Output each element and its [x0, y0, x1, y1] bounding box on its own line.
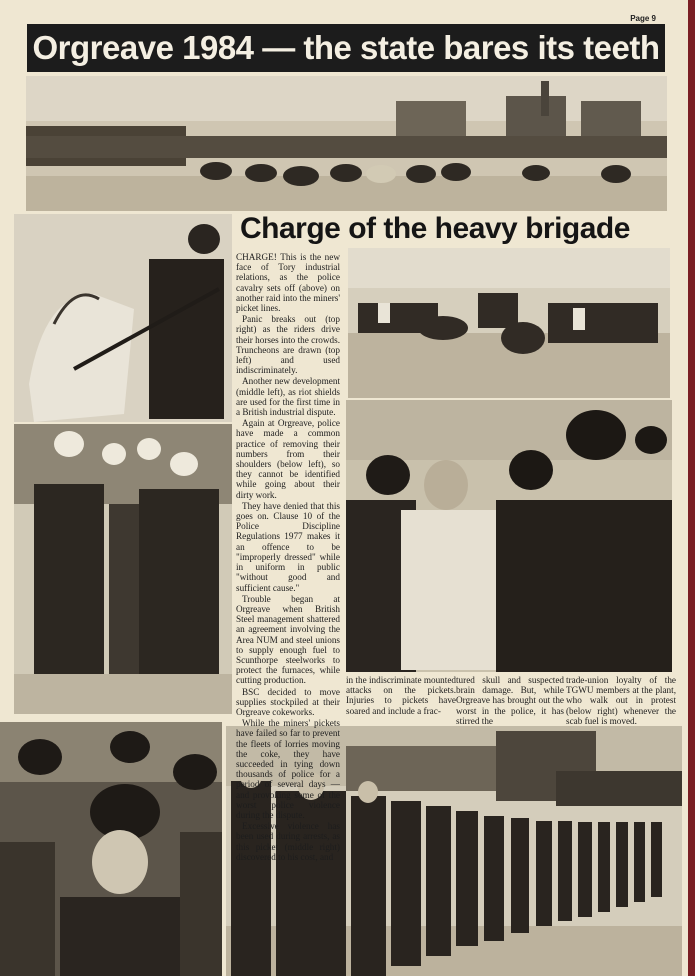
article-column-4: trade-union loyalty of the TGWU members at the plant, who walk out in protest (below right) whenever the scab fuel is moved. — [566, 675, 676, 726]
mounted-officer-photo — [14, 214, 232, 422]
paragraph: Excessive violence has been used during arrests, as this picket (middle right) discovered to his cost, and — [236, 821, 340, 862]
paragraph: Another new development (middle left), as riot shields are used for the first time in a British industrial dispute. — [236, 376, 340, 418]
page-banner-title: Orgreave 1984 — the state bares its teeth — [27, 24, 665, 72]
page-number: Page 9 — [630, 14, 656, 23]
crowd-scatter-photo — [348, 248, 670, 398]
cavalry-charge-photo — [26, 76, 667, 211]
paragraph: BSC decided to move supplies stockpiled at their Orgreave cokeworks. — [236, 686, 340, 717]
article-column-2: in the indiscriminate mounted attacks on the pickets. Injuries to pickets have soared and include a frac- — [346, 675, 456, 716]
article-column-3: tured skull and suspected brain damage. But, while Orgreave has brought out the worst in the police, it has stirred the — [456, 675, 564, 726]
article-column-1 — [236, 252, 340, 862]
riot-shields-photo — [14, 424, 232, 714]
paragraph: They have denied that this goes on. Clause 10 of the Police Discipline Regulations 1977 makes it an offence to be "improperly dressed" while in uniform in public "without good and sufficient cause." — [236, 500, 340, 593]
picket-arrest-photo — [346, 400, 672, 672]
paragraph: While the miners' pickets have failed so far to prevent the fleets of lorries moving the coke, they have succeeded in tying down thousands of police for a period of several days — and provoking some of the worst police violence during the dispute. — [236, 718, 340, 820]
paragraph: Trouble began at Orgreave when British Steel management shattered an agreement involving the Area NUM and steel unions to supply enough fuel to Scunthorpe steelworks to protect the furnaces, while cutting production. — [236, 593, 340, 686]
police-no-numbers-photo — [0, 722, 222, 976]
paragraph: CHARGE! This is the new face of Tory industrial relations, as the police cavalry sets off (above) on another raid into the miners' picket lines. — [236, 252, 340, 314]
paragraph: Panic breaks out (top right) as the riders drive their horses into the crowds. Truncheons are drawn (top left) and used indiscriminately. — [236, 314, 340, 376]
paragraph: Again at Orgreave, police have made a common practice of removing their numbers from their shoulders (below left), so they cannot be identified while going about their dirty work. — [236, 418, 340, 500]
article-headline: Charge of the heavy brigade — [240, 212, 630, 245]
